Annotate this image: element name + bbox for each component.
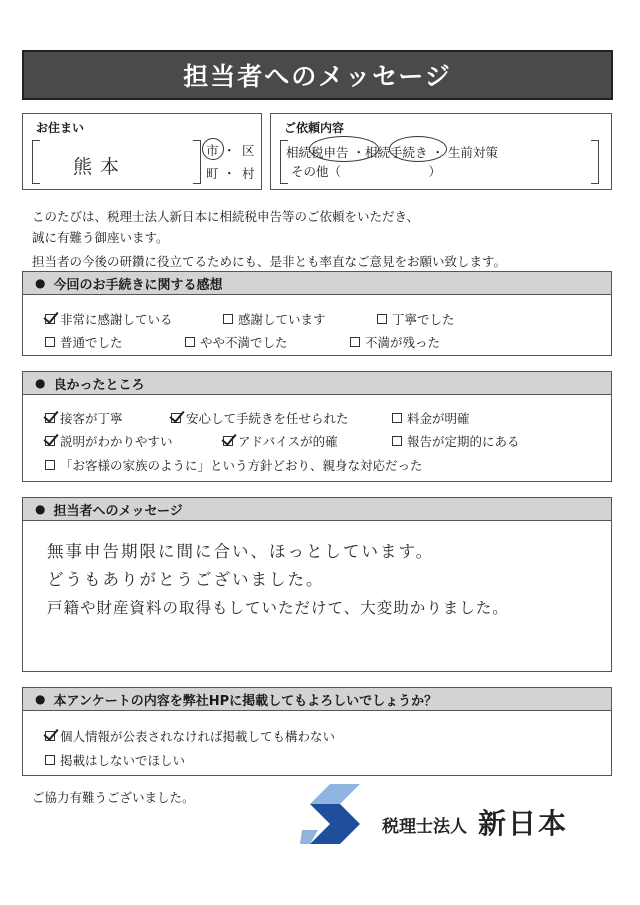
checkbox-icon[interactable] <box>223 314 233 324</box>
checkbox-icon[interactable] <box>392 413 402 423</box>
checkbox-icon[interactable] <box>45 337 55 347</box>
checkbox-icon[interactable] <box>377 314 387 324</box>
consent-heading-bar <box>22 687 612 711</box>
checkbox-checked-icon[interactable] <box>45 436 55 446</box>
checkbox-checked-icon[interactable] <box>45 314 55 324</box>
message-heading-bar <box>22 497 612 521</box>
request-options-line2: その他（ ） <box>291 164 442 179</box>
unit-village: 村 <box>242 166 255 181</box>
page-title: 担当者へのメッセージ <box>183 62 452 91</box>
bullet-icon: ● <box>35 502 46 516</box>
thanks-text: ご協力有難うございました。 <box>32 790 195 805</box>
good-points-heading-bar <box>22 371 612 395</box>
consent-option[interactable]: 掲載はしないでほしい <box>45 751 185 769</box>
impression-option[interactable]: 丁寧でした <box>377 310 455 328</box>
page-title-bar <box>22 50 613 100</box>
intro-line-1: このたびは、税理士法人新日本に相続税申告等のご依頼をいただき、 <box>32 209 420 224</box>
bullet-icon: ● <box>35 692 46 706</box>
intro-line-3: 担当者の今後の研鑽に役立てるためにも、是非とも率直なご意見をお願い致します。 <box>32 254 507 269</box>
request-label: ご依頼内容 <box>284 121 345 135</box>
impressions-body <box>22 295 612 356</box>
checkbox-icon[interactable] <box>45 460 55 470</box>
impression-option[interactable]: やや不満でした <box>185 333 288 351</box>
message-heading: 担当者へのメッセージ <box>53 503 183 519</box>
unit-town: 町 <box>206 166 219 181</box>
impression-option[interactable]: 非常に感謝している <box>45 310 173 328</box>
impression-option[interactable]: 感謝しています <box>223 310 326 328</box>
checkbox-checked-icon[interactable] <box>171 413 181 423</box>
checkbox-checked-icon[interactable] <box>45 731 55 741</box>
request-box <box>270 113 612 190</box>
consent-option[interactable]: 個人情報が公表されなければ掲載しても構わない <box>45 727 335 745</box>
message-line: どうもありがとうございました。 <box>47 570 325 589</box>
company-prefix: 税理士法人 <box>382 817 467 837</box>
impressions-heading: 今回のお手続きに関する感想 <box>53 277 223 293</box>
address-value: 熊本 <box>73 156 128 178</box>
unit-ward: 区 <box>242 143 255 158</box>
bracket-left <box>32 140 40 184</box>
checkbox-checked-icon[interactable] <box>45 413 55 423</box>
logo-mark-icon <box>300 782 370 852</box>
bullet-icon: ● <box>35 376 46 390</box>
consent-body <box>22 711 612 776</box>
impression-option[interactable]: 普通でした <box>45 333 123 351</box>
good-point-option[interactable]: 説明がわかりやすい <box>45 432 173 450</box>
unit-dot-1: ・ <box>223 143 236 158</box>
request-options-line1: 相続税申告 ・相続手続き ・ 生前対策 <box>286 145 498 160</box>
message-body <box>22 521 612 672</box>
good-point-option[interactable]: 安心して手続きを任せられた <box>171 409 349 427</box>
impression-option[interactable]: 不満が残った <box>350 333 440 351</box>
good-points-body <box>22 395 612 482</box>
good-point-option[interactable]: アドバイスが的確 <box>223 432 338 450</box>
bracket-right <box>193 140 201 184</box>
good-points-heading: 良かったところ <box>53 377 145 393</box>
message-line: 戸籍や財産資料の取得もしていただけて、大変助かりました。 <box>47 599 509 617</box>
unit-city: 市 <box>206 143 219 158</box>
message-line: 無事申告期限に間に合い、ほっとしています。 <box>47 542 435 561</box>
bracket-right <box>591 140 599 184</box>
address-label: お住まい <box>36 121 85 135</box>
good-point-option[interactable]: 料金が明確 <box>392 409 470 427</box>
impressions-heading-bar <box>22 271 612 295</box>
checkbox-icon[interactable] <box>350 337 360 347</box>
address-box <box>22 113 262 190</box>
unit-dot-2: ・ <box>223 166 236 181</box>
company-logo <box>300 782 610 852</box>
checkbox-checked-icon[interactable] <box>223 436 233 446</box>
good-point-option[interactable]: 報告が定期的にある <box>392 432 520 450</box>
bullet-icon: ● <box>35 276 46 290</box>
intro-line-2: 誠に有難う御座います。 <box>32 230 169 245</box>
consent-heading: 本アンケートの内容を弊社HPに掲載してもよろしいでしょうか？ <box>53 693 438 709</box>
checkbox-icon[interactable] <box>45 755 55 765</box>
checkbox-icon[interactable] <box>185 337 195 347</box>
company-name: 新日本 <box>478 807 569 840</box>
good-point-option[interactable]: 「お客様の家族のように」という方針どおり、親身な対応だった <box>45 456 423 474</box>
checkbox-icon[interactable] <box>392 436 402 446</box>
good-point-option[interactable]: 接客が丁寧 <box>45 409 123 427</box>
